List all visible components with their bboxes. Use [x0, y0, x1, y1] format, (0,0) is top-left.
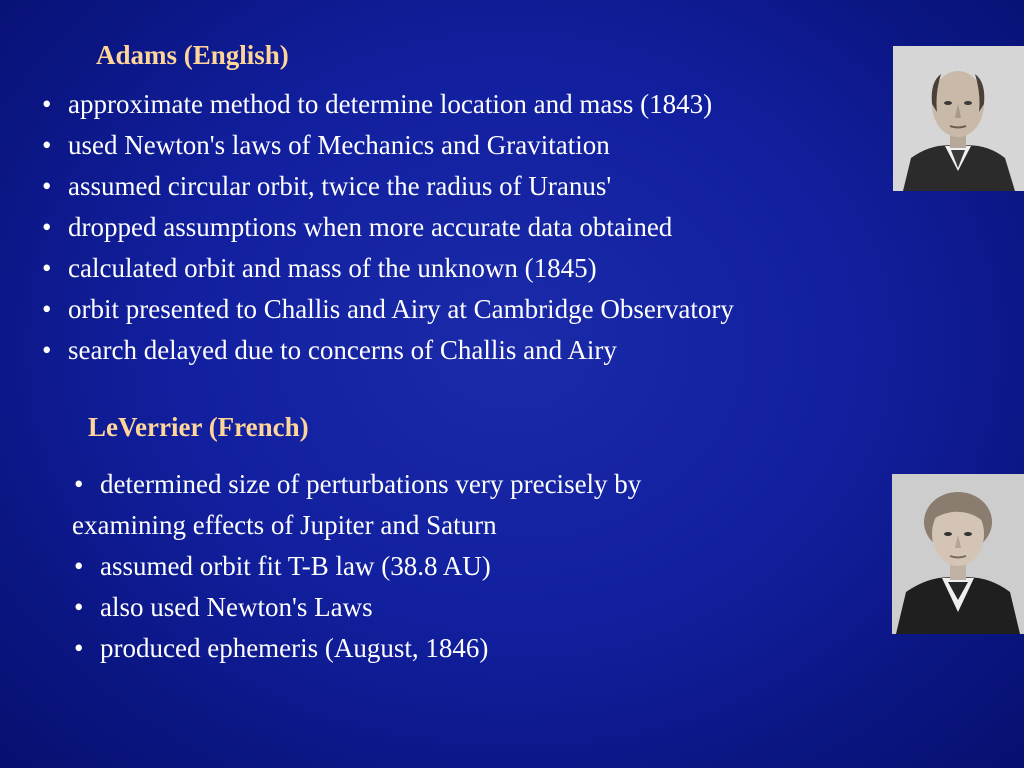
list-item: • also used Newton's Laws: [72, 587, 641, 628]
list-item-line: • determined size of perturbations very precisely by: [72, 464, 641, 505]
adams-portrait-photo: [893, 46, 1024, 191]
list-item: • approximate method to determine location and mass (1843): [40, 84, 734, 125]
list-item-line: examining effects of Jupiter and Saturn: [72, 510, 497, 540]
portrait-photo-icon: [893, 46, 1024, 191]
list-item: • search delayed due to concerns of Challis and Airy: [40, 330, 734, 371]
list-item: • produced ephemeris (August, 1846): [72, 628, 641, 669]
adams-heading: Adams (English): [96, 40, 289, 70]
portrait-photo-icon: [892, 474, 1024, 634]
leverrier-portrait-photo: [892, 474, 1024, 634]
list-item: • orbit presented to Challis and Airy at Cambridge Observatory: [40, 289, 734, 330]
list-item: [72, 464, 641, 546]
adams-bullet-list: [40, 84, 734, 371]
leverrier-heading: LeVerrier (French): [88, 412, 309, 442]
list-item: • calculated orbit and mass of the unknown (1845): [40, 248, 734, 289]
leverrier-bullet-list: [72, 464, 641, 669]
list-item: • used Newton's laws of Mechanics and Gravitation: [40, 125, 734, 166]
list-item: • assumed orbit fit T-B law (38.8 AU): [72, 546, 641, 587]
list-item: • dropped assumptions when more accurate data obtained: [40, 207, 734, 248]
list-item: • assumed circular orbit, twice the radius of Uranus': [40, 166, 734, 207]
